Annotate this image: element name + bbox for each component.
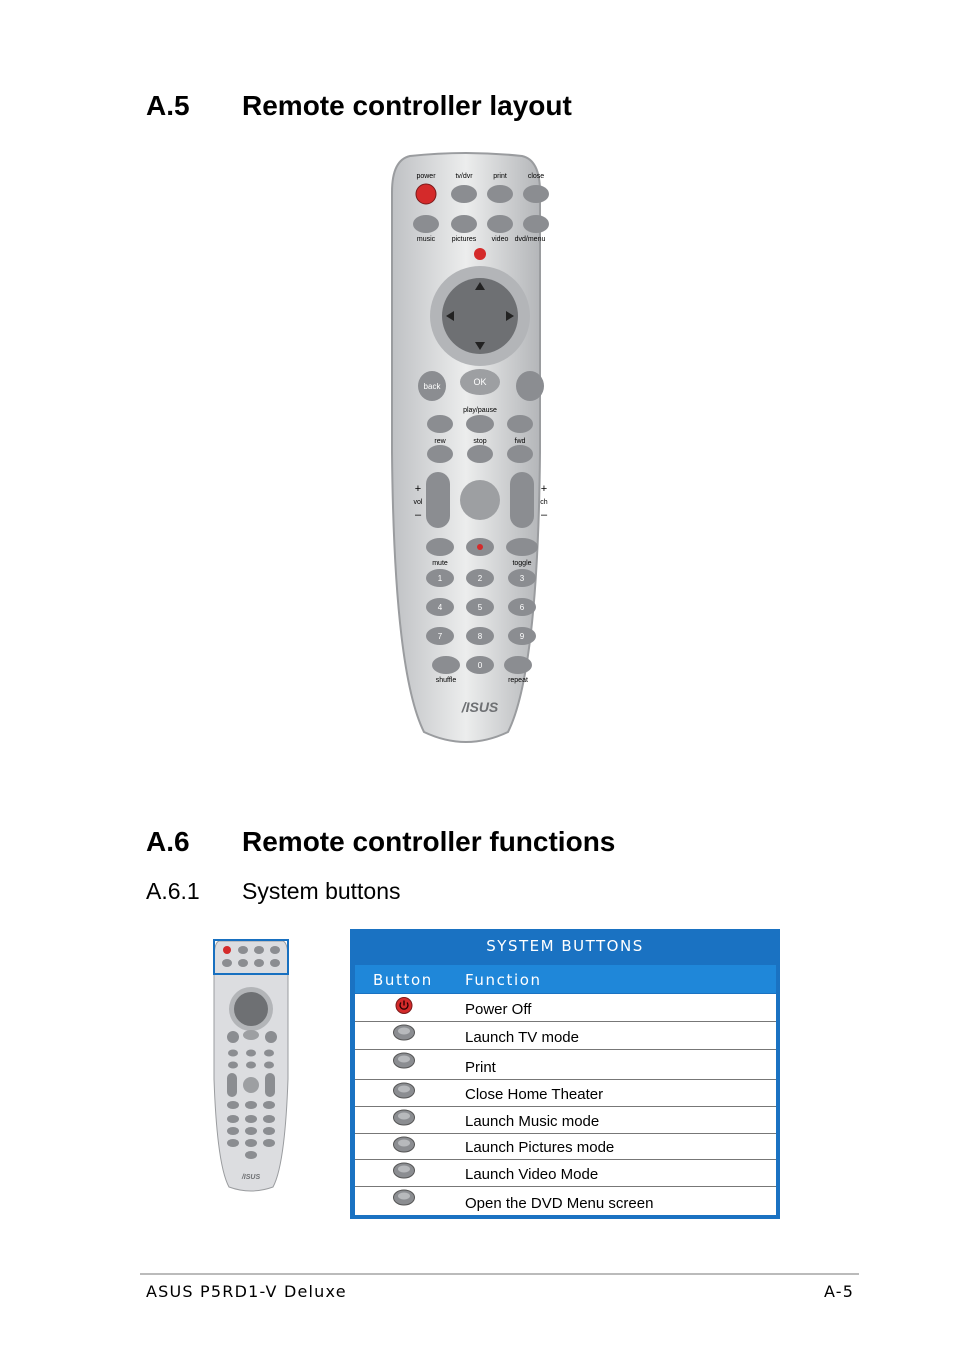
system-buttons-table [350, 929, 780, 1219]
table-row [355, 1133, 776, 1160]
label-fwd: fwd [514, 438, 526, 445]
small-digit-key [227, 1115, 239, 1123]
video-icon [393, 1162, 415, 1179]
small-remote-illustration [213, 939, 289, 1195]
footer-rule [140, 1273, 859, 1275]
small-button [264, 1062, 274, 1069]
close-icon [393, 1082, 415, 1099]
small-button [228, 1062, 238, 1069]
label-close: close [527, 173, 545, 180]
table-row [355, 1079, 776, 1107]
small-button [228, 1050, 238, 1057]
home-button [460, 480, 500, 520]
small-digit-key [245, 1115, 257, 1123]
small-home-button [243, 1077, 259, 1093]
digit-key-label: 2 [477, 574, 483, 583]
small-button [246, 1062, 256, 1069]
function-label: Open the DVD Menu screen [465, 1195, 654, 1212]
pictures-icon [393, 1136, 415, 1153]
stop-button [467, 445, 493, 463]
power-button [416, 184, 436, 204]
digit-key-label: 0 [477, 661, 483, 670]
section-number: A.6.1 [146, 878, 200, 904]
small-button [227, 1031, 239, 1043]
label-ch: ch [540, 499, 548, 506]
record-dot [477, 544, 483, 550]
dvd-menu-icon [393, 1189, 415, 1206]
small-dpad [234, 992, 268, 1026]
label-video: video [491, 236, 509, 243]
power-icon [393, 997, 415, 1014]
skip-button [516, 371, 544, 401]
next-button [507, 415, 533, 433]
remote-controller-illustration [390, 152, 548, 748]
label-dvd-menu: dvd/menu [514, 236, 546, 243]
small-button [264, 1050, 274, 1057]
section-a61-heading [146, 878, 401, 905]
label-back: back [423, 382, 441, 391]
label-shuffle: shuffle [435, 677, 457, 684]
digit-key-label: 5 [477, 603, 483, 612]
section-number: A.6 [146, 826, 190, 857]
section-a5-heading [146, 90, 572, 122]
close-button [523, 185, 549, 203]
small-digit-key [227, 1139, 239, 1147]
digit-key-label: 4 [437, 603, 443, 612]
play-pause-button [466, 415, 494, 433]
label-vol-minus: – [414, 509, 422, 521]
digit-key-label: 3 [519, 574, 525, 583]
label-repeat: repeat [508, 677, 528, 684]
table-header [355, 965, 776, 993]
print-icon [393, 1052, 415, 1069]
dvd-menu-button [523, 215, 549, 233]
label-play-pause: play/pause [463, 407, 497, 414]
table-row [355, 1186, 776, 1215]
label-rew: rew [434, 438, 446, 445]
table-row [355, 1106, 776, 1134]
section-title: Remote controller functions [242, 826, 616, 857]
small-digit-key [245, 1151, 257, 1159]
function-label: Power Off [465, 1001, 532, 1018]
small-digit-key [227, 1127, 239, 1135]
label-music: music [416, 236, 436, 243]
digit-key-label: 1 [437, 574, 443, 583]
function-label: Close Home Theater [465, 1086, 604, 1103]
table-row [355, 1159, 776, 1187]
system-buttons-highlight [213, 939, 289, 975]
label-ch-plus: + [540, 483, 548, 495]
footer-product: ASUS P5RD1-V Deluxe [146, 1282, 347, 1301]
record-indicator [474, 248, 486, 260]
label-mute: mute [432, 560, 448, 567]
pictures-button [451, 215, 477, 233]
music-button [413, 215, 439, 233]
label-vol-plus: + [414, 483, 422, 495]
vol-rocker [426, 472, 450, 528]
table-row [355, 1021, 776, 1050]
label-pictures: pictures [451, 236, 477, 243]
footer-page-number: A-5 [824, 1282, 855, 1301]
function-label: Launch Music mode [465, 1113, 600, 1130]
small-digit-key [245, 1127, 257, 1135]
section-title: System buttons [242, 878, 401, 904]
small-button [246, 1050, 256, 1057]
tv-dvr-button [451, 185, 477, 203]
table-row [355, 994, 776, 1022]
music-icon [393, 1109, 415, 1126]
small-digit-key [263, 1139, 275, 1147]
table-body [355, 994, 776, 1215]
digit-key-label: 7 [437, 632, 443, 641]
label-vol: vol [413, 499, 423, 506]
small-ch-rocker [265, 1073, 275, 1097]
toggle-button [506, 538, 538, 556]
label-power: power [416, 173, 436, 180]
small-vol-rocker [227, 1073, 237, 1097]
small-remote-drawing [213, 939, 289, 1195]
small-button [263, 1101, 275, 1109]
video-button [487, 215, 513, 233]
small-digit-key [245, 1139, 257, 1147]
fwd-button [507, 445, 533, 463]
column-header-function: Function [465, 971, 542, 989]
section-title: Remote controller layout [242, 90, 572, 121]
function-label: Launch Video Mode [465, 1166, 599, 1183]
label-ok: OK [473, 377, 487, 387]
function-label: Print [465, 1059, 496, 1076]
function-label: Launch Pictures mode [465, 1139, 615, 1156]
small-digit-key [263, 1127, 275, 1135]
label-print: print [493, 173, 507, 180]
prev-button [427, 415, 453, 433]
shuffle-repeat-button [504, 656, 532, 674]
ch-rocker [510, 472, 534, 528]
tv-icon [393, 1024, 415, 1041]
column-header-button: Button [373, 971, 433, 989]
small-button [243, 1030, 259, 1040]
table-row [355, 1049, 776, 1080]
small-digit-key [263, 1115, 275, 1123]
small-button [265, 1031, 277, 1043]
small-brand-logo: /ISUS [241, 1174, 261, 1181]
small-button [227, 1101, 239, 1109]
table-title: SYSTEM BUTTONS [486, 937, 644, 955]
mute-button [426, 538, 454, 556]
section-number: A.5 [146, 90, 190, 121]
function-label: Launch TV mode [465, 1029, 579, 1046]
section-a6-heading [146, 826, 615, 858]
brand-logo: /ISUS [461, 699, 499, 715]
label-tv-dvr: tv/dvr [455, 173, 473, 180]
digit-key-label: 8 [477, 632, 483, 641]
print-button [487, 185, 513, 203]
label-toggle: toggle [512, 560, 532, 567]
digit-key-label: 9 [519, 632, 525, 641]
label-stop: stop [473, 438, 487, 445]
label-ch-minus: – [540, 509, 548, 521]
shuffle-repeat-button [432, 656, 460, 674]
digit-key-label: 6 [519, 603, 525, 612]
rew-button [427, 445, 453, 463]
small-button [245, 1101, 257, 1109]
